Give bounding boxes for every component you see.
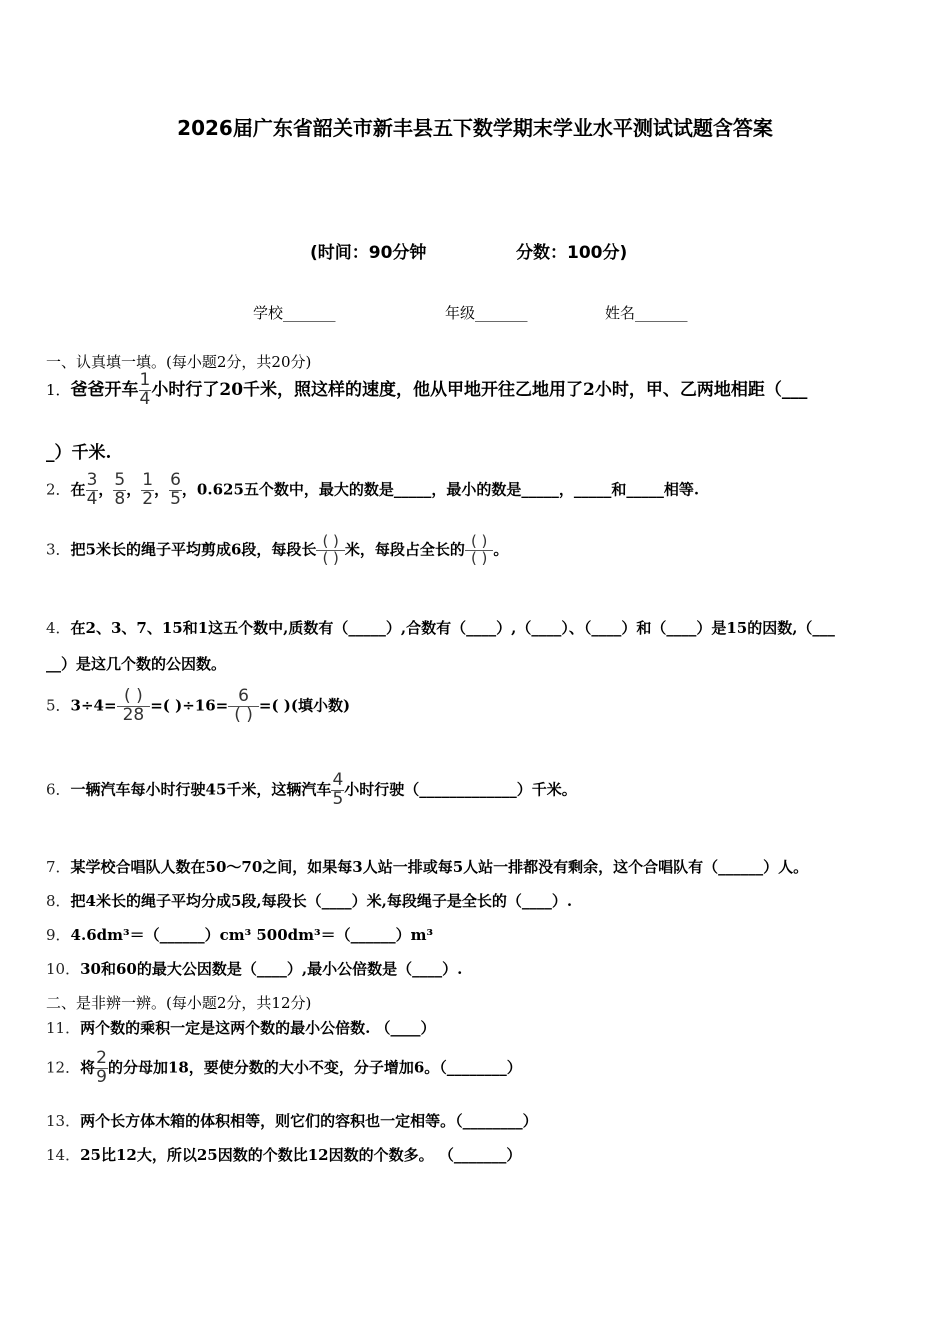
question-2 — [46, 472, 699, 509]
question-9 — [46, 924, 433, 945]
question-text: 3÷4= — [70, 696, 117, 715]
fraction-denominator: ( ) — [234, 704, 253, 725]
question-8 — [46, 890, 572, 911]
fraction-denominator: ( ) — [322, 548, 339, 567]
fraction-denominator: 2 — [142, 488, 154, 509]
fraction — [113, 472, 126, 509]
question-text: 。 — [493, 540, 509, 559]
fraction — [331, 772, 344, 809]
question-text: 把4米长的绳子平均分成5段,每段长（____）米,每段绳子是全长的（____）. — [70, 892, 573, 910]
blank-fraction[interactable] — [117, 688, 151, 725]
fraction-denominator: 4 — [139, 388, 151, 409]
question-7 — [46, 856, 808, 877]
fraction-denominator: 9 — [96, 1066, 107, 1087]
fraction-numerator: 6 — [170, 470, 181, 490]
separator: ， — [98, 480, 114, 499]
question-6 — [46, 772, 577, 809]
fraction-numerator: ( ) — [117, 688, 151, 707]
question-number: 2． — [46, 480, 71, 499]
question-text: =( )(填小数) — [258, 696, 351, 715]
fraction-numerator: 5 — [114, 470, 126, 490]
question-number: 12． — [46, 1058, 81, 1077]
score-info: 分数：100分) — [516, 243, 628, 263]
fraction-numerator: ( ) — [465, 534, 493, 551]
question-12 — [46, 1050, 522, 1087]
question-4 — [46, 617, 835, 638]
question-text: 两个数的乘积一定是这两个数的最小公倍数. （____） — [80, 1019, 436, 1037]
time-info: (时间：90分钟 — [310, 243, 427, 263]
fraction-numerator: 6 — [228, 688, 259, 707]
fraction-denominator: 5 — [170, 488, 181, 509]
fraction — [95, 1050, 108, 1087]
fraction-numerator: ( ) — [316, 534, 344, 551]
question-4-continued: __）是这几个数的公因数。 — [46, 655, 227, 673]
fraction — [86, 472, 99, 509]
question-1 — [46, 372, 807, 409]
fraction-denominator: 5 — [332, 788, 344, 809]
question-text: 一辆汽车每小时行驶45千米，这辆汽车 — [70, 780, 332, 799]
question-text: 的分母加18，要使分数的大小不变，分子增加6。（________） — [107, 1058, 522, 1077]
question-text: 在 — [70, 480, 86, 499]
separator: ， — [154, 480, 170, 499]
question-number: 11． — [46, 1019, 81, 1037]
question-text: 4.6dm³＝（______）cm³ 500dm³＝（______）m³ — [70, 926, 434, 944]
question-text: 30和60的最大公因数是（____）,最小公倍数是（____）. — [80, 960, 463, 978]
question-text: 小时行驶（_____________）千米。 — [344, 780, 577, 799]
question-number: 10． — [46, 960, 81, 978]
question-text: 爸爸开车 — [70, 379, 139, 400]
question-number: 5． — [46, 696, 71, 715]
grade-field: 年级_______ — [445, 304, 528, 322]
fraction-numerator: 2 — [96, 1048, 107, 1068]
question-text: 米，每段占全长的 — [344, 540, 465, 559]
school-field: 学校_______ — [253, 304, 336, 322]
blank-fraction[interactable] — [316, 534, 344, 567]
question-number: 9． — [46, 926, 71, 944]
question-number: 1． — [46, 380, 71, 399]
fraction — [141, 472, 154, 509]
question-text: 某学校合唱队人数在50～70之间，如果每3人站一排或每5人站一排都没有剩余，这个合唱队有（______）人。 — [70, 858, 809, 876]
section-heading-2: 二、是非辨一辨。(每小题2分，共12分) — [46, 994, 312, 1012]
fraction-denominator: 28 — [122, 704, 145, 725]
question-number: 6． — [46, 780, 71, 799]
blank-fraction[interactable] — [228, 688, 259, 725]
question-number: 13． — [46, 1112, 81, 1130]
question-number: 14． — [46, 1146, 81, 1164]
question-number: 7． — [46, 858, 71, 876]
fraction-denominator: 8 — [114, 488, 126, 509]
fraction-numerator: 1 — [139, 370, 151, 390]
fraction-denominator: ( ) — [470, 548, 488, 567]
question-text: =( )÷16= — [150, 696, 229, 715]
question-3 — [46, 534, 508, 567]
fraction-numerator: 1 — [142, 470, 154, 490]
question-number: 4． — [46, 619, 71, 637]
fraction-denominator: 4 — [86, 488, 98, 509]
question-number: 3． — [46, 540, 71, 559]
question-11 — [46, 1017, 436, 1038]
name-field: 姓名_______ — [605, 304, 688, 322]
fraction — [169, 472, 182, 509]
question-text: ，0.625五个数中，最大的数是_____，最小的数是_____，_____和_____相等. — [181, 480, 700, 499]
fraction-numerator: 4 — [332, 770, 344, 790]
question-text: 把5米长的绳子平均剪成6段，每段长 — [70, 540, 317, 559]
question-text: 两个长方体木箱的体积相等，则它们的容积也一定相等。（________） — [80, 1112, 538, 1130]
question-5 — [46, 688, 350, 725]
question-number: 8． — [46, 892, 71, 910]
question-text: 小时行了20千米，照这样的速度，他从甲地开往乙地用了2小时，甲、乙两地相距（___ — [151, 379, 808, 400]
question-text: 25比12大，所以25因数的个数比12因数的个数多。 （_______） — [80, 1146, 522, 1164]
fraction-numerator: 3 — [86, 470, 98, 490]
question-text: 在2、3、7、15和1这五个数中,质数有（_____）,合数有（____）,（____）、（____）和（____）是15的因数,（___ — [70, 619, 835, 637]
fraction — [139, 372, 152, 409]
section-heading-1: 一、认真填一填。(每小题2分，共20分) — [46, 353, 312, 371]
question-1-continued: _）千米. — [46, 443, 112, 463]
separator: ， — [126, 480, 142, 499]
question-10 — [46, 958, 462, 979]
blank-fraction[interactable] — [465, 534, 493, 567]
question-text: 将 — [80, 1058, 96, 1077]
page-title: 2026届广东省韶关市新丰县五下数学期末学业水平测试试题含答案 — [177, 116, 773, 140]
question-13 — [46, 1110, 538, 1131]
question-14 — [46, 1144, 521, 1165]
